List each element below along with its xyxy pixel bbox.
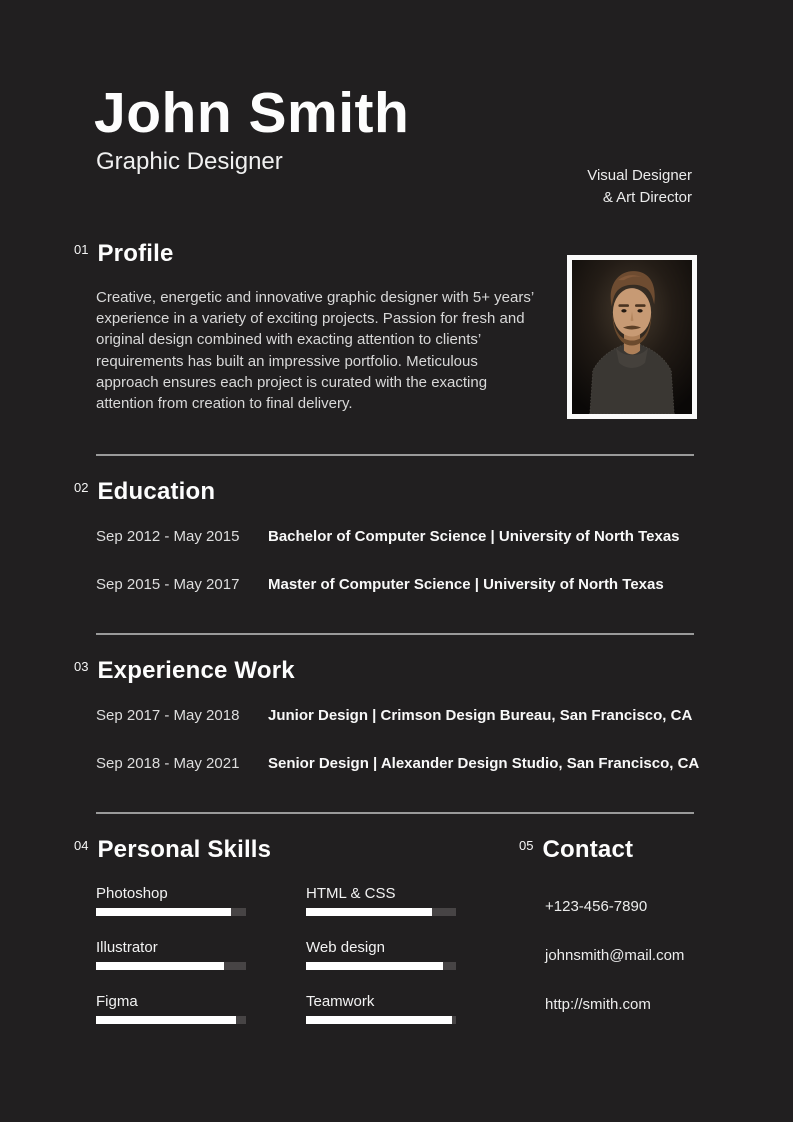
skill-label: Figma xyxy=(96,993,138,1010)
skill-label: Teamwork xyxy=(306,993,375,1010)
skills-column-right xyxy=(306,884,456,1046)
skill-bar-track xyxy=(96,908,246,916)
skill-label: Photoshop xyxy=(96,885,168,902)
portrait-illustration xyxy=(572,260,692,414)
contact-email[interactable]: johnsmith@mail.com xyxy=(545,947,685,964)
education-detail: Bachelor of Computer Science | University of North Texas xyxy=(268,528,680,545)
contact-list xyxy=(545,897,684,1044)
section-title: Experience Work xyxy=(97,657,295,684)
skill-bar-fill xyxy=(96,1016,236,1024)
section-heading-contact xyxy=(519,836,633,864)
skill-item xyxy=(306,938,456,970)
skill-bar-track xyxy=(96,962,246,970)
skill-bar-track xyxy=(96,1016,246,1024)
experience-dates: Sep 2018 - May 2021 xyxy=(96,755,240,772)
section-divider xyxy=(96,454,694,456)
section-title: Personal Skills xyxy=(97,836,272,863)
section-heading-education xyxy=(74,478,215,506)
experience-entry xyxy=(96,754,716,773)
skill-item xyxy=(306,884,456,916)
section-divider xyxy=(96,633,694,635)
contact-website[interactable]: http://smith.com xyxy=(545,996,651,1013)
profile-photo xyxy=(567,255,697,419)
skill-item xyxy=(96,992,246,1024)
education-entry xyxy=(96,575,716,594)
education-detail: Master of Computer Science | University of North Texas xyxy=(268,576,664,593)
skill-item xyxy=(306,992,456,1024)
skill-bar-track xyxy=(306,962,456,970)
experience-detail: Junior Design | Crimson Design Bureau, San Francisco, CA xyxy=(268,707,693,724)
section-number: 03 xyxy=(74,659,89,674)
skill-bar-track xyxy=(306,1016,456,1024)
section-title: Contact xyxy=(542,836,634,863)
section-number: 02 xyxy=(74,480,89,495)
section-heading-experience xyxy=(74,657,295,685)
section-heading-profile xyxy=(74,240,174,268)
skill-label: Web design xyxy=(306,939,385,956)
skill-bar-track xyxy=(306,908,456,916)
contact-phone[interactable]: +123-456-7890 xyxy=(545,898,648,915)
tagline xyxy=(587,165,692,208)
experience-entry xyxy=(96,706,716,725)
experience-detail: Senior Design | Alexander Design Studio, San Francisco, CA xyxy=(268,755,700,772)
skill-bar-fill xyxy=(306,962,443,970)
section-number: 05 xyxy=(519,838,534,853)
section-number: 01 xyxy=(74,242,89,257)
section-title: Education xyxy=(97,478,216,505)
skill-item xyxy=(96,938,246,970)
tagline-line-1: Visual Designer xyxy=(587,167,692,184)
skill-bar-fill xyxy=(96,908,231,916)
section-title: Profile xyxy=(97,240,174,267)
education-dates: Sep 2012 - May 2015 xyxy=(96,528,240,545)
experience-dates: Sep 2017 - May 2018 xyxy=(96,707,240,724)
job-title: Graphic Designer xyxy=(96,148,283,175)
skills-column-left xyxy=(96,884,246,1046)
education-dates: Sep 2015 - May 2017 xyxy=(96,576,240,593)
section-heading-skills xyxy=(74,836,271,864)
profile-summary: Creative, energetic and innovative graphic designer with 5+ years’ experience in a variety of exciting projects. Passion for fresh and original design combined with exacting attention to clients’ requirements has built an impressive portfolio. Meticulous approach ensures each project is curated with the exacting attention from creation to final delivery. xyxy=(96,289,534,413)
skill-label: HTML & CSS xyxy=(306,885,396,902)
skill-bar-fill xyxy=(96,962,224,970)
section-number: 04 xyxy=(74,838,89,853)
section-divider xyxy=(96,812,694,814)
skill-label: Illustrator xyxy=(96,939,158,956)
skill-bar-fill xyxy=(306,1016,452,1024)
skill-bar-fill xyxy=(306,908,432,916)
person-name: John Smith xyxy=(94,81,410,145)
skill-item xyxy=(96,884,246,916)
tagline-line-2: & Art Director xyxy=(602,188,692,206)
education-entry xyxy=(96,527,716,546)
